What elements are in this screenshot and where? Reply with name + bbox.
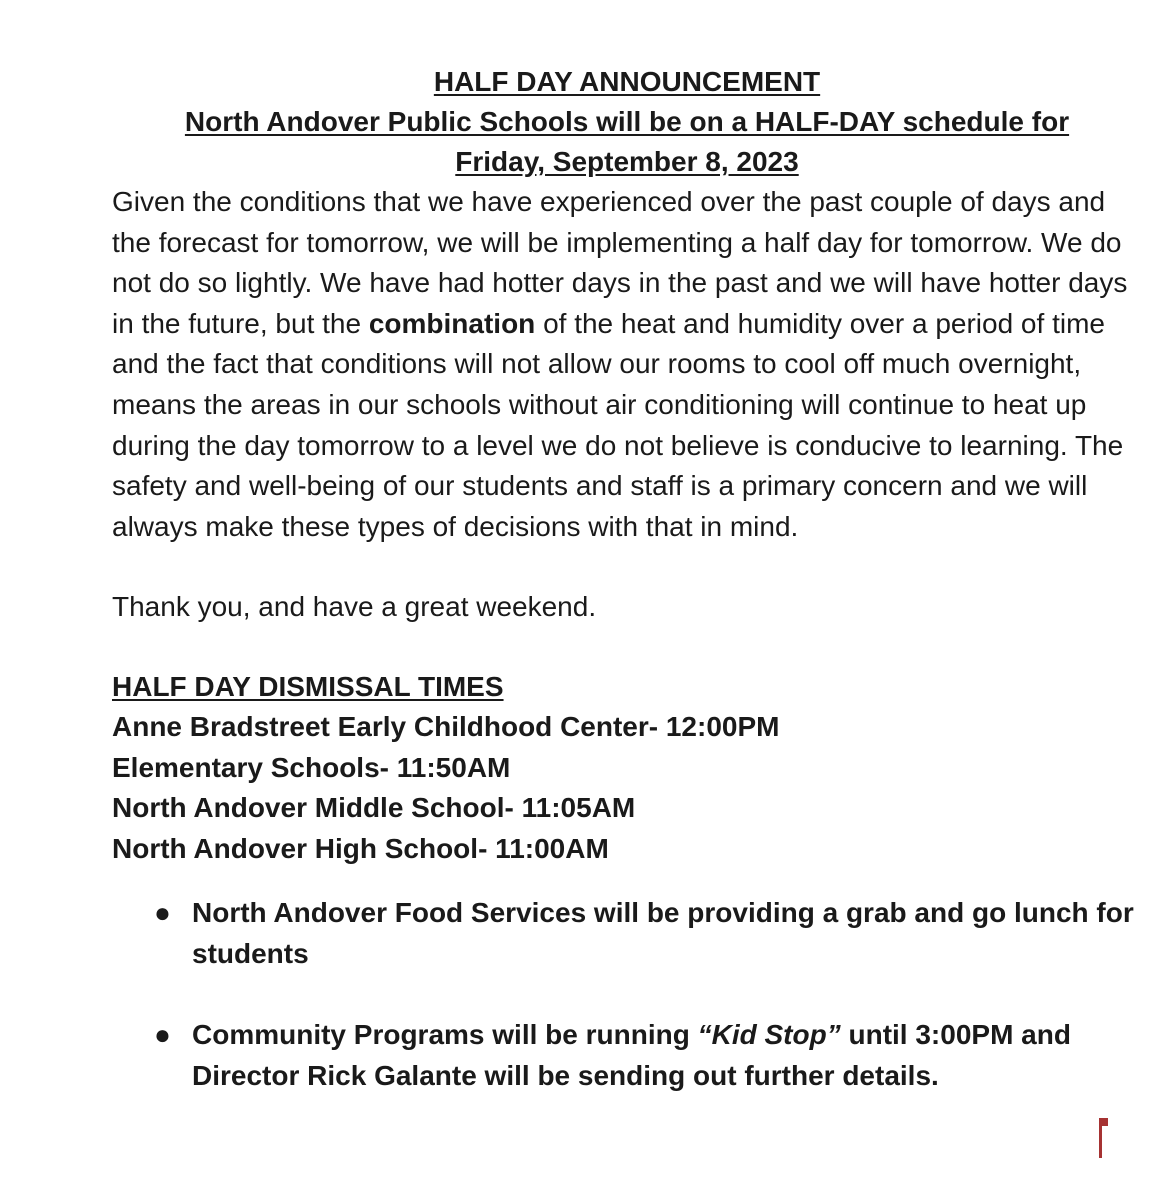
bullet-icon: ● [154,897,171,929]
list-item-community-programs [112,1015,1142,1096]
spacer [112,547,1142,587]
paragraph-text-start: Given the conditions that we have experienced over the past couple of days and the forecast for tomorrow, we will be implementing a half day for tomorrow. We do not do so lightly. We have had hotter days in the past and we will have hotter days in the future, but the [112,186,1128,339]
kid-stop-text: “Kid Stop” [697,1019,841,1051]
dismissal-item-elementary: Elementary Schools- 11:50AM [112,751,511,783]
dismissal-heading: HALF DAY DISMISSAL TIMES [112,671,504,703]
paragraph-text-end: of the heat and humidity over a period of time and the fact that conditions will not allow our rooms to cool off much overnight, means the areas in our schools without air conditioning will continue to heat up during the day tomorrow to a level we do not believe is conducive to learning. The safety and well-being of our students and staff is a primary concern and we will always make these types of decisions with that in mind. [112,307,1124,542]
subtitle-date: Friday, September 8, 2023 [455,146,799,177]
community-text-end: until 3:00PM and Director Rick Galante will be sending out further details. [192,1019,1071,1091]
dismissal-item-middle-school: North Andover Middle School- 11:05AM [112,792,636,824]
community-text-start: Community Programs will be running [192,1019,698,1051]
dismissal-item-high-school: North Andover High School- 11:00AM [112,832,609,864]
spacer [112,627,1142,667]
announcement-header [112,62,1142,182]
dismissal-list [112,707,1142,869]
cursor-flag-tab [1099,1118,1108,1126]
announcement-paragraph [112,182,1142,547]
list-item-food-services [112,893,1142,974]
food-services-text: North Andover Food Services will be providing a grab and go lunch for students [192,897,1134,969]
text-cursor-icon [1097,1118,1111,1158]
bullet-icon: ● [154,1019,171,1051]
thank-you-line: Thank you, and have a great weekend. [112,591,597,623]
notes-list [112,893,1142,1096]
paragraph-bold-word: combination [368,307,536,339]
subtitle-line-1: North Andover Public Schools will be on a HALF-DAY schedule for [184,106,1070,137]
document-page [112,62,1142,1096]
page-title: HALF DAY ANNOUNCEMENT [433,66,821,97]
dismissal-item-early-childhood: Anne Bradstreet Early Childhood Center- 12:00PM [112,711,780,743]
